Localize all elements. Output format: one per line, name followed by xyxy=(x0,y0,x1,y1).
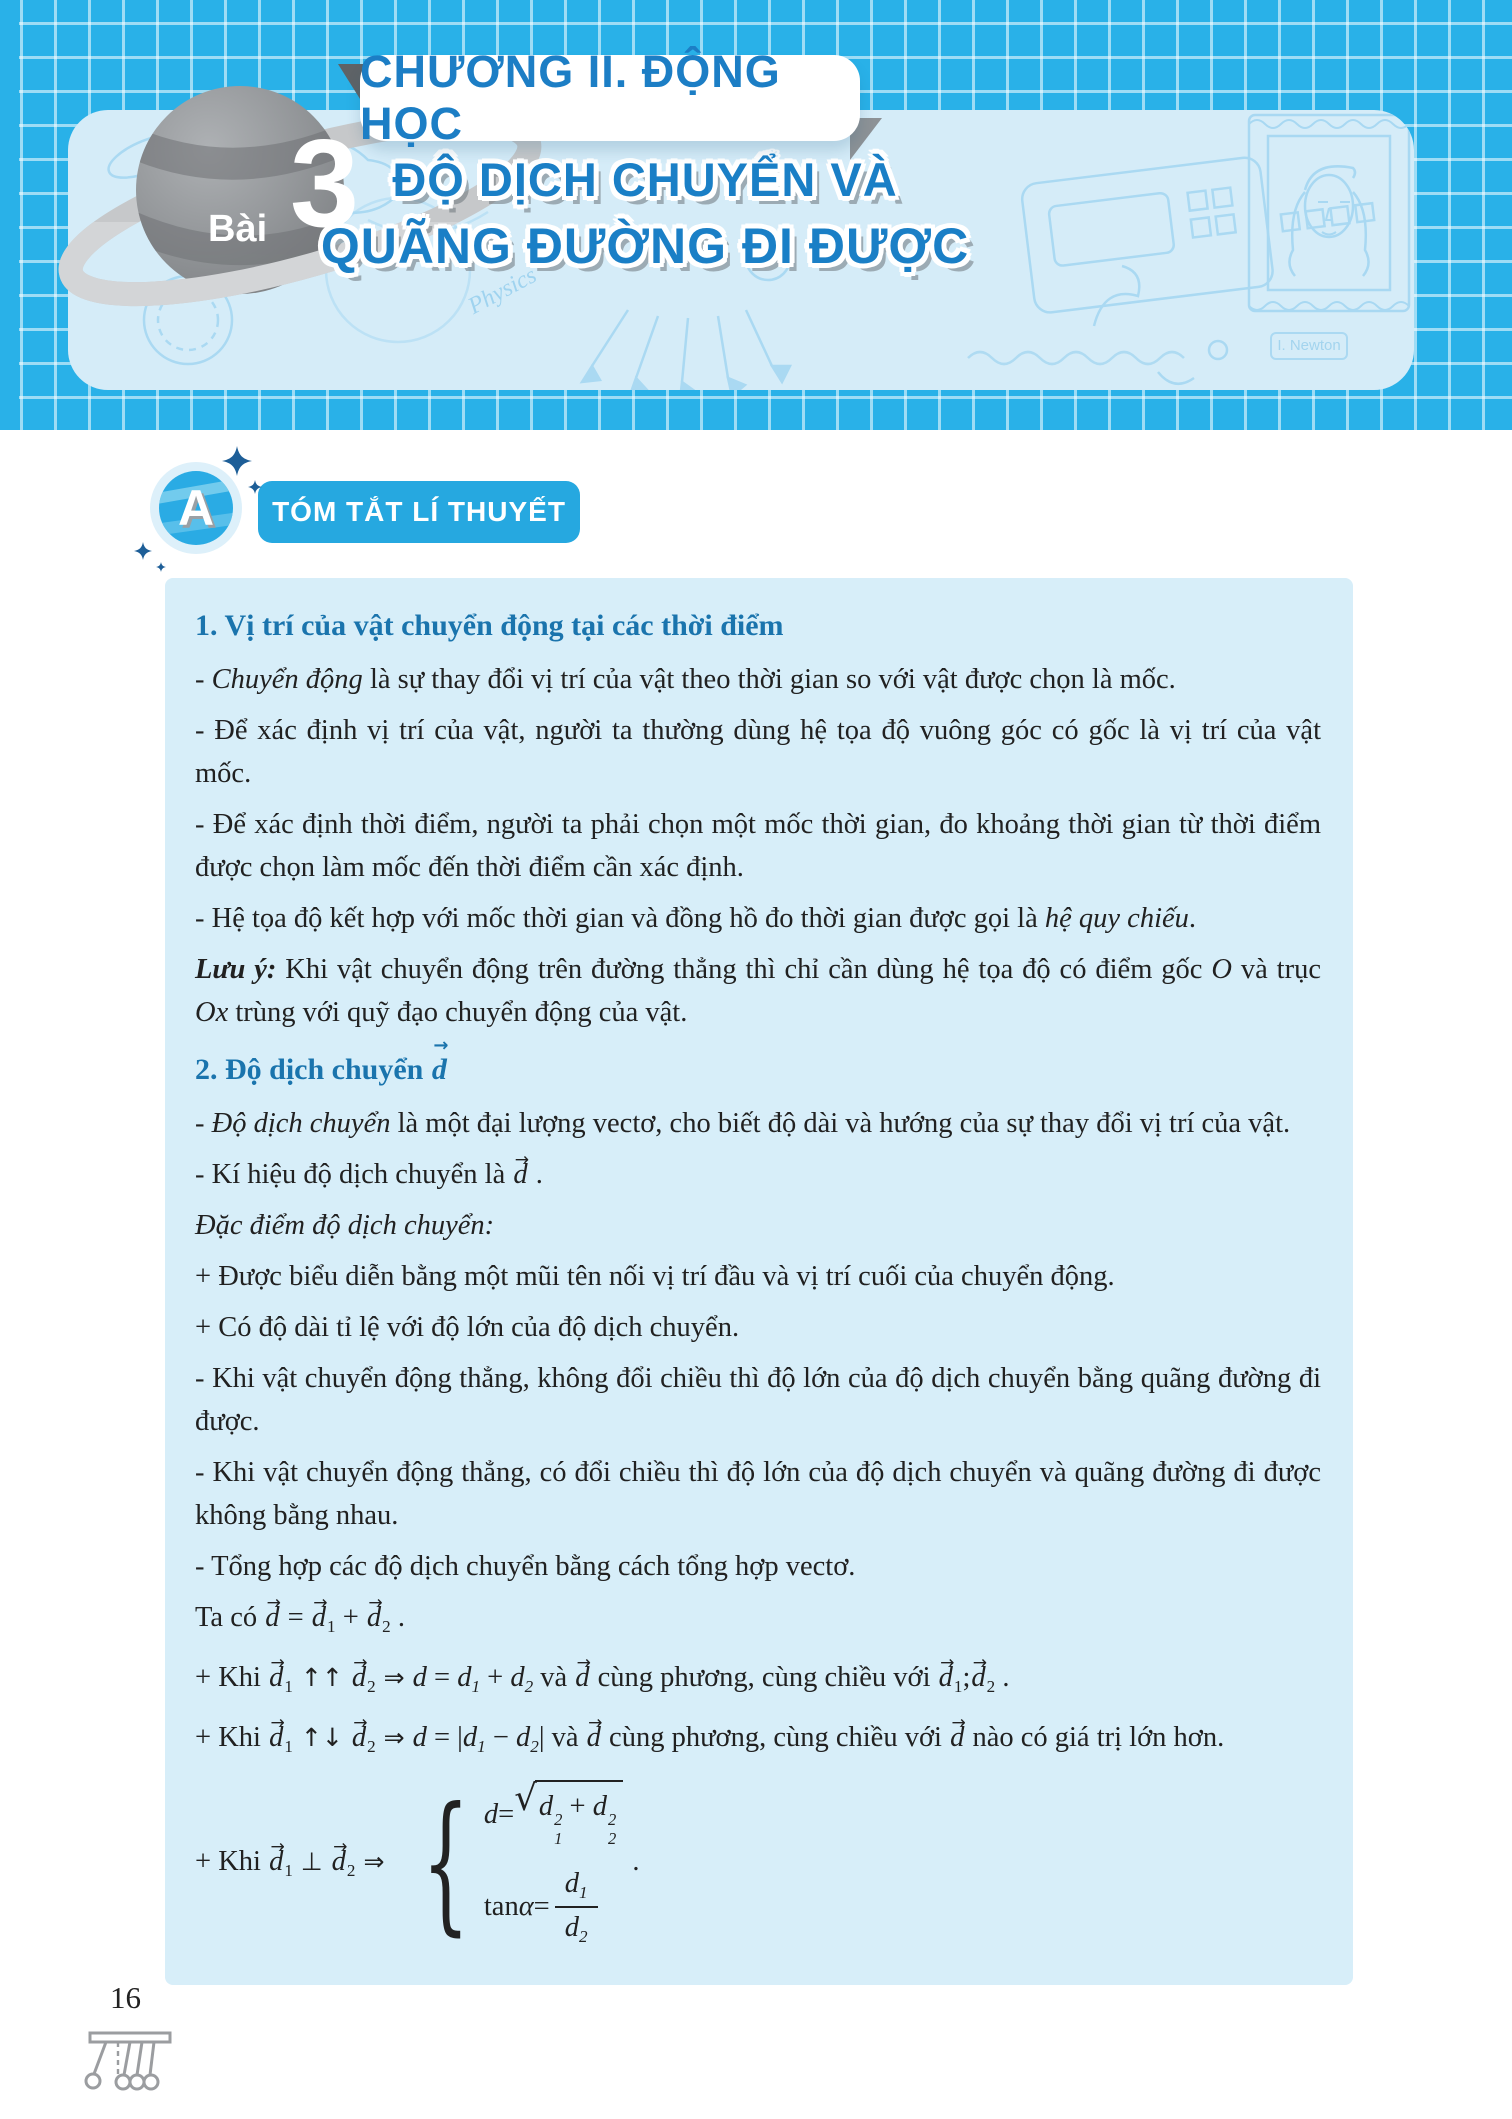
theory-heading: 2. Độ dịch chuyển d → xyxy=(195,1046,1321,1094)
theory-paragraph: - Để xác định vị trí của vật, người ta thường dùng hệ tọa độ vuông góc có gốc là vị trí của vật mốc. xyxy=(195,715,1321,789)
theory-content xyxy=(195,602,1321,1951)
theory-paragraph: - Kí hiệu độ dịch chuyển là d → . xyxy=(195,1153,1321,1196)
section-a-label: TÓM TẮT LÍ THUYẾT xyxy=(258,481,580,543)
theory-paragraph: - Chuyển động là sự thay đổi vị trí của vật theo thời gian so với vật được chọn là mốc. xyxy=(195,664,1176,695)
theory-paragraph: - Tổng hợp các độ dịch chuyển bằng cách tổng hợp vectơ. xyxy=(195,1551,856,1582)
theory-paragraph: - Khi vật chuyển động thẳng, không đổi chiều thì độ lớn của độ dịch chuyển bằng quãng đường đi được. xyxy=(195,1363,1321,1437)
newton-portrait-sketch xyxy=(1244,110,1414,325)
theory-paragraph: + Khi $d \to_1$ ↑↑ $d \to_2$ ⇒ $d = d_1 + d_2$ và d → cùng phương, cùng chiều với $d \to_1;d \to_2$ . xyxy=(195,1656,1321,1708)
theory-paragraph: - Hệ tọa độ kết hợp với mốc thời gian và đồng hồ đo thời gian được gọi là hệ quy chiếu. xyxy=(195,903,1197,934)
theory-paragraph: Ta có d → = $d \to_1 + d \to_2$ . xyxy=(195,1596,1321,1648)
lesson-label: Bài xyxy=(208,208,268,250)
newton-caption: I. Newton xyxy=(1270,332,1348,360)
theory-paragraph: + Khi $d \to_1$ ↑↓ $d \to_2$ ⇒ $d = |d_1 - d_2|$ và d → cùng phương, cùng chiều với d → nào có giá trị lớn hơn. xyxy=(195,1716,1321,1768)
theory-paragraph: + Có độ dài tỉ lệ với độ lớn của độ dịch chuyển. xyxy=(195,1312,740,1343)
page-number: 16 xyxy=(110,1980,141,2015)
formula-system: { d = √ d 2 1 + d 2 2 tan α = $\frac{d_1}{d_2}$ xyxy=(398,1780,623,1947)
lesson-number: 3 xyxy=(290,115,359,253)
physics-watermark: Physics xyxy=(463,262,541,320)
chapter-title-ribbon xyxy=(360,46,860,149)
newtons-cradle-icon xyxy=(82,2024,178,2098)
header-left-strip xyxy=(0,0,19,430)
theory-paragraph: - Khi vật chuyển động thẳng, có đổi chiều thì độ lớn của độ dịch chuyển và quãng đường đi được không bằng nhau. xyxy=(195,1457,1321,1531)
section-a-letter: A xyxy=(177,480,215,536)
theory-paragraph: - Để xác định thời điểm, người ta phải chọn một mốc thời gian, đo khoảng thời gian từ thời điểm được chọn làm mốc đến thời điểm cần xác định. xyxy=(195,809,1321,883)
sparkle-icon xyxy=(248,480,262,494)
sparkle-icon xyxy=(134,542,152,560)
theory-paragraph: Lưu ý: Khi vật chuyển động trên đường thẳng thì chỉ cần dùng hệ tọa độ có điểm gốc O và trục Ox trùng với quỹ đạo chuyển động của vật. xyxy=(195,954,1321,1028)
arrow-fan xyxy=(582,310,790,390)
sparkle-icon xyxy=(222,446,252,476)
theory-paragraph: - Độ dịch chuyển là một đại lượng vectơ, cho biết độ dài và hướng của sự thay đổi vị trí của vật. xyxy=(195,1108,1291,1139)
chapter-header xyxy=(0,0,1512,430)
lesson-title-line1: ĐỘ DỊCH CHUYỂN VÀ xyxy=(392,153,898,206)
brace-glyph: { xyxy=(422,1776,471,1951)
lesson-title-line2: QUÃNG ĐƯỜNG ĐI ĐƯỢC xyxy=(320,218,970,274)
chapter-title: CHƯƠNG II. ĐỘNG HỌC xyxy=(360,46,781,149)
lesson-title xyxy=(320,152,970,275)
theory-paragraph: + Khi $d \to_1$ ⊥ $d \to_2$ ⇒ { d = √ d 2 1 + d 2 2 tan α = $\frac{d_1}{d_2}$ . xyxy=(195,1776,1321,1951)
theory-summary-box xyxy=(165,578,1353,1985)
theory-paragraph: + Được biểu diễn bằng một mũi tên nối vị trí đầu và vị trí cuối của chuyển động. xyxy=(195,1261,1115,1292)
theory-heading: 1. Vị trí của vật chuyển động tại các thời điểm xyxy=(195,609,784,642)
sparkle-icon xyxy=(156,562,166,572)
theory-paragraph: Đặc điểm độ dịch chuyển: xyxy=(195,1210,495,1241)
